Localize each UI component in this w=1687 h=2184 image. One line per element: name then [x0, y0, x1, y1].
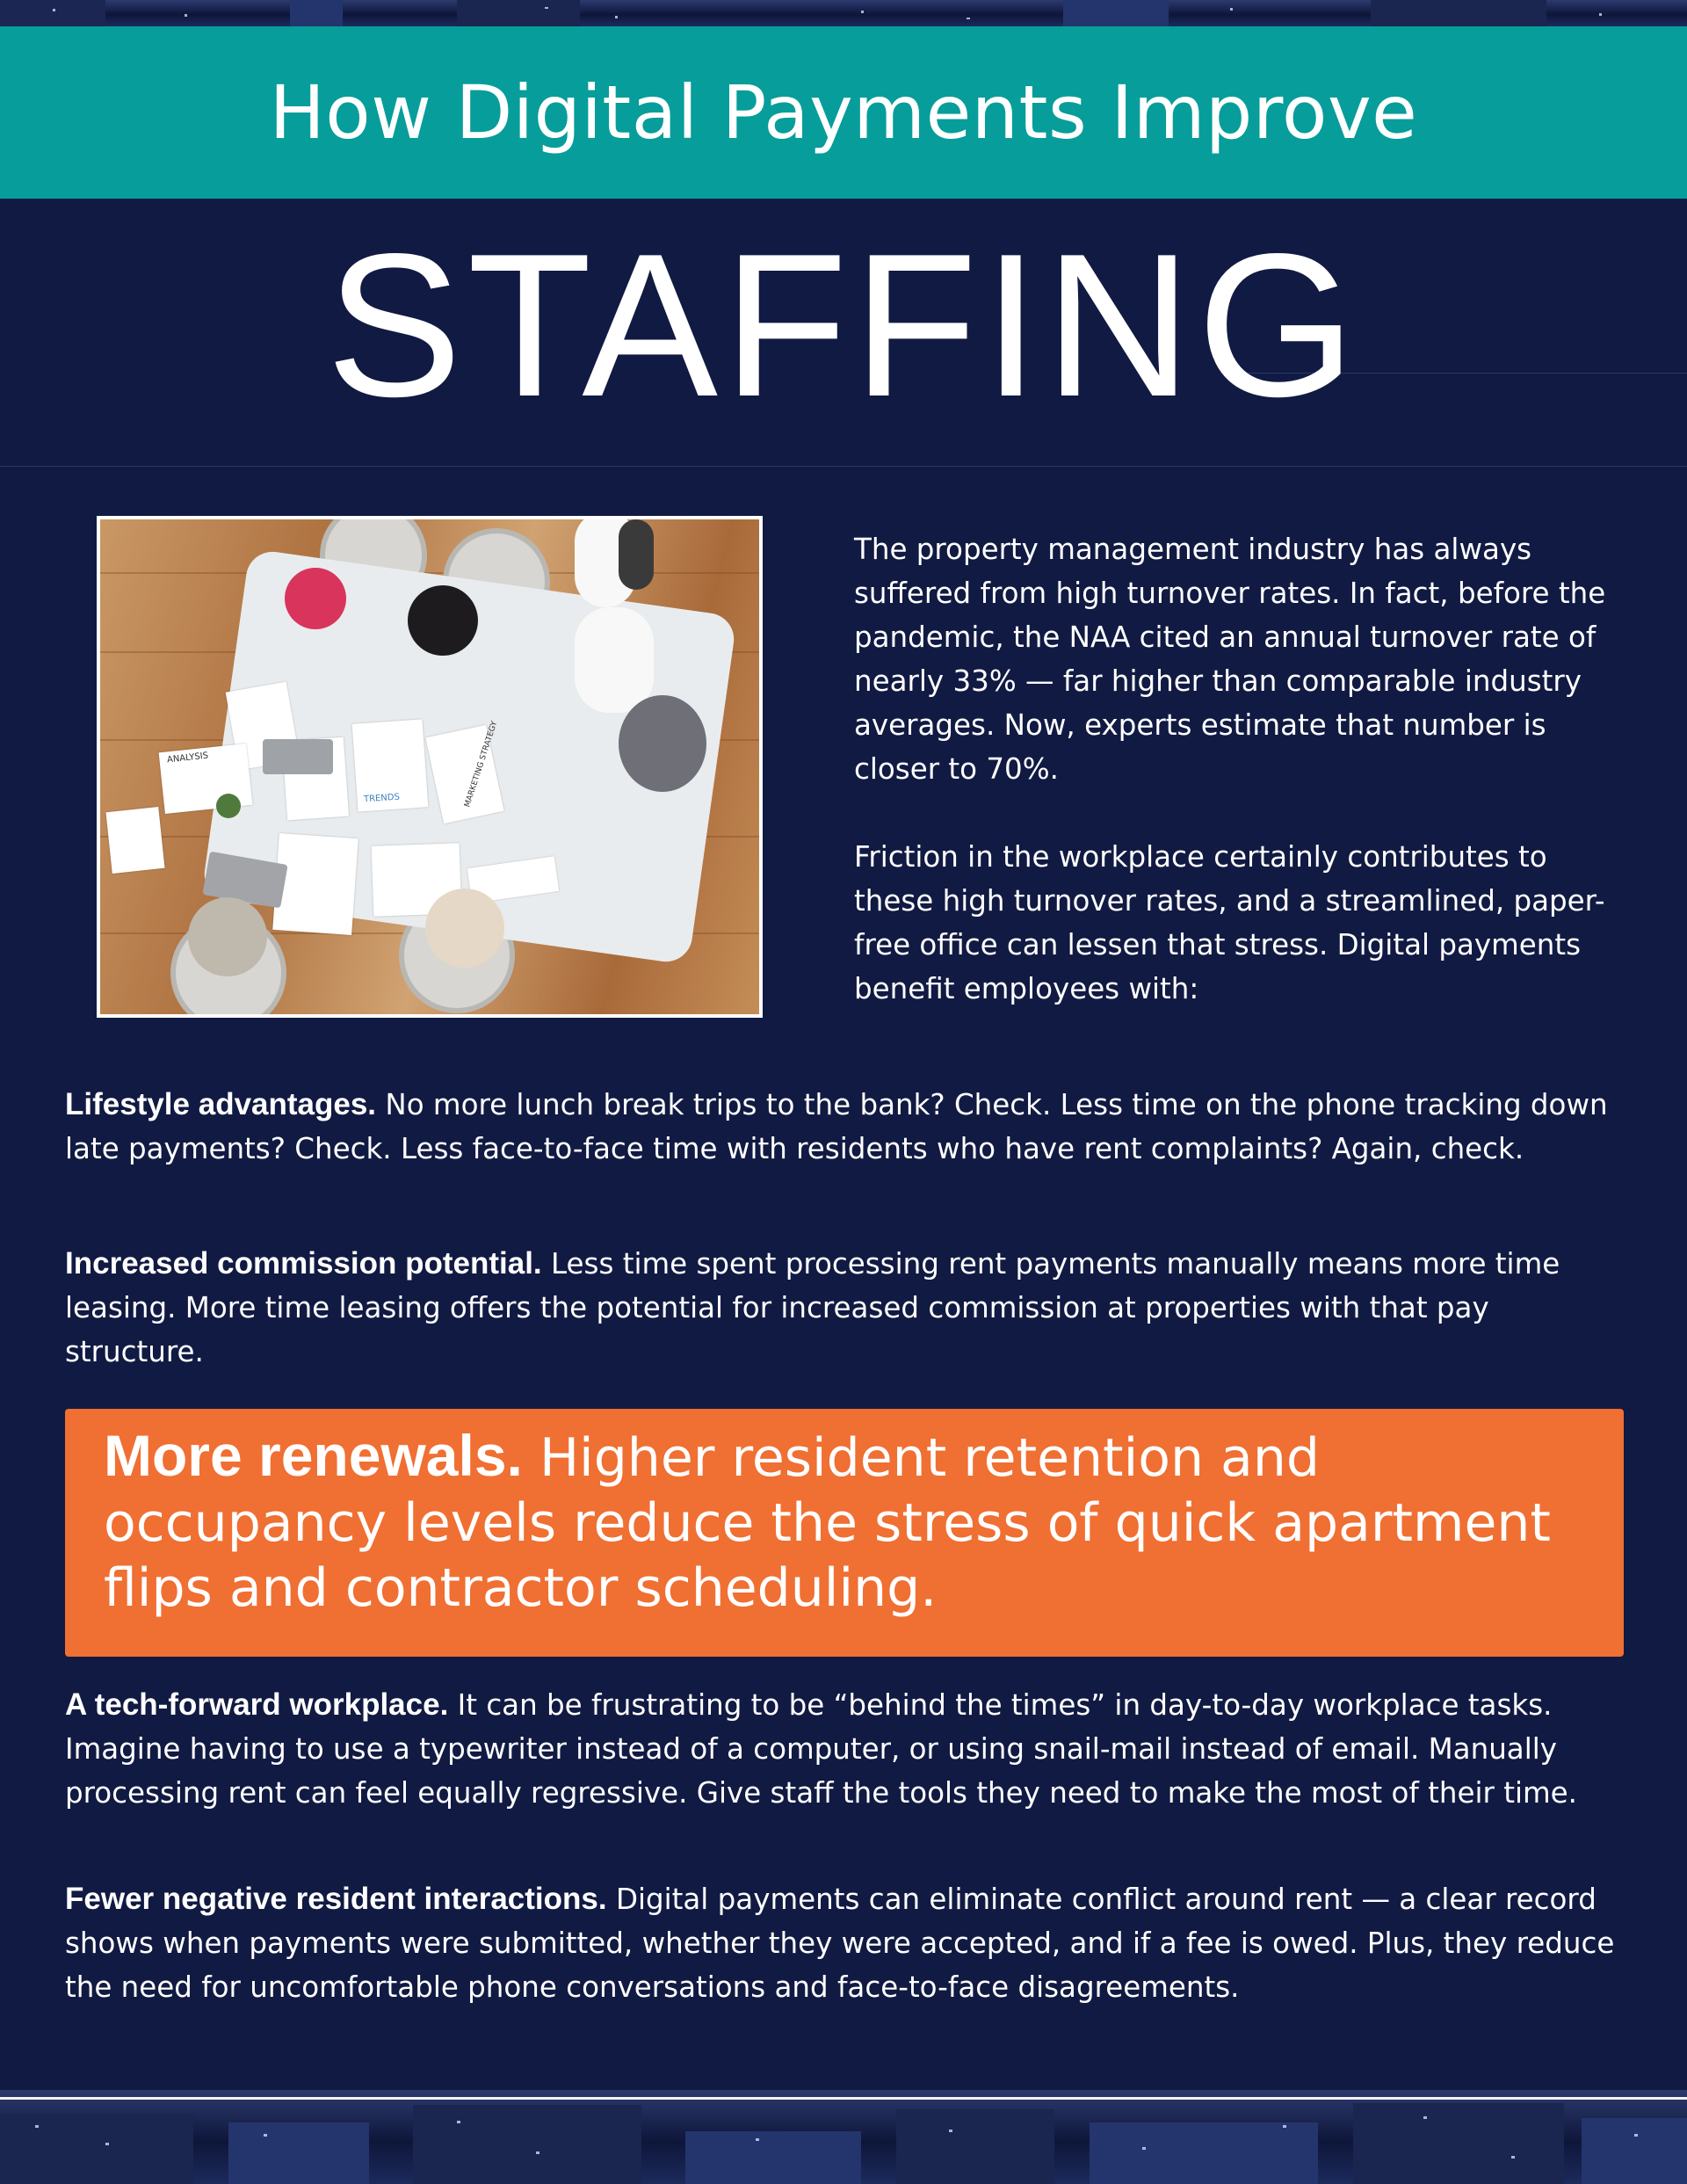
window-light	[1599, 13, 1602, 16]
lamp-cord	[619, 519, 654, 590]
window-light	[264, 2134, 267, 2137]
person-red-top	[285, 568, 346, 629]
window-light	[185, 14, 187, 17]
city-skyline-strip-bottom	[0, 2090, 1687, 2184]
window-light	[861, 11, 864, 13]
title-banner	[0, 26, 1687, 199]
benefit-body: Digital payments can eliminate conflict around rent — a clear record shows when payments were submitted, whether they were accepted, and if a fee is owed. Plus, they reduce the need for uncomfortable phone conversations and face-to-face disagreements.	[65, 1883, 1615, 2004]
office-meeting-photo	[97, 516, 763, 1018]
city-skyline-strip-top	[0, 0, 1687, 26]
skyline-building	[685, 2131, 861, 2184]
benefit-lifestyle	[65, 1083, 1629, 1171]
window-light	[536, 2151, 539, 2154]
divider-line	[0, 466, 1687, 467]
window-light	[949, 2130, 952, 2132]
skyline-building	[413, 2105, 641, 2184]
paper-label: ANALYSIS	[166, 751, 209, 765]
skyline-building	[1090, 2122, 1318, 2184]
skyline-building	[1063, 0, 1169, 26]
person-gray-shirt	[188, 897, 267, 976]
window-light	[1634, 2134, 1638, 2137]
skyline-building	[0, 0, 105, 26]
skyline-building	[896, 2109, 1054, 2184]
benefit-body: It can be frustrating to be “behind the times” in day-to-day workplace tasks. Imagine having to use a typewriter instead of a computer, or using snail-mail instead of email. Manually processing rent can feel equally regressive. Give staff the tools they need to make the most of their time.	[65, 1688, 1577, 1810]
benefit-fewer-negative	[65, 1877, 1629, 2009]
laptop	[263, 739, 333, 774]
paper-label: MARKETING STRATEGY	[463, 720, 500, 809]
skyline-building	[290, 0, 343, 26]
window-light	[545, 7, 548, 9]
window-light	[756, 2138, 759, 2141]
benefit-commission	[65, 1242, 1629, 1374]
intro-paragraph: Friction in the workplace certainly contributes to these high turnover rates, and a streamlined, paper-free office can lessen that stress. Digital payments benefit employees with:	[854, 840, 1605, 1005]
paper-sheet	[106, 807, 165, 874]
benefit-heading: Increased commission potential.	[65, 1246, 542, 1281]
intro-paragraph: The property management industry has always suffered from high turnover rates. In fact, before the pandemic, the NAA cited an annual turnover rate of nearly 33% — far higher than comparable industry averages. Now, experts estimate that number is closer to 70%.	[854, 533, 1606, 786]
window-light	[967, 18, 970, 19]
hero-title: STAFFING	[326, 212, 1361, 439]
benefit-tech-forward	[65, 1683, 1629, 1815]
benefit-body: Less time spent processing rent payments manually means more time leasing. More time leasing offers the potential for increased commission at properties with that pay structure.	[65, 1247, 1560, 1368]
skyline-building	[1371, 0, 1546, 26]
callout-body: Higher resident retention and occupancy levels reduce the stress of quick apartment flips and contractor scheduling.	[104, 1427, 1551, 1619]
person-white-top	[425, 889, 504, 968]
window-light	[1142, 2147, 1146, 2150]
plant	[216, 794, 241, 818]
intro-text	[854, 527, 1610, 1055]
skyline-building	[228, 2122, 369, 2184]
window-light	[457, 2121, 460, 2123]
person-checkered-shirt	[619, 695, 706, 792]
skyline-building	[1353, 2103, 1564, 2184]
benefit-body: No more lunch break trips to the bank? Check. Less time on the phone tracking down late payments? Check. Less face-to-face time with residents who have rent complaints? Again, check.	[65, 1088, 1608, 1165]
paper-sheet	[272, 833, 358, 935]
window-light	[1283, 2125, 1286, 2128]
renewals-callout	[65, 1409, 1624, 1657]
divider-line	[0, 2097, 1687, 2100]
window-light	[1423, 2116, 1427, 2119]
callout-heading: More renewals.	[104, 1423, 523, 1488]
skyline-building	[457, 0, 580, 26]
window-light	[53, 9, 55, 11]
window-light	[35, 2125, 39, 2128]
benefit-heading: Lifestyle advantages.	[65, 1087, 377, 1121]
person-black-top	[408, 585, 478, 656]
window-light	[1230, 8, 1233, 11]
skyline-building	[1582, 2118, 1687, 2184]
benefit-heading: Fewer negative resident interactions.	[65, 1882, 607, 1916]
paper-label: TRENDS	[363, 792, 401, 805]
pendant-lamp	[575, 607, 654, 713]
skyline-building	[0, 2114, 193, 2184]
window-light	[1511, 2156, 1515, 2159]
window-light	[105, 2143, 109, 2145]
benefit-heading: A tech-forward workplace.	[65, 1687, 449, 1722]
window-light	[615, 16, 618, 18]
banner-title: How Digital Payments Improve	[269, 69, 1418, 156]
